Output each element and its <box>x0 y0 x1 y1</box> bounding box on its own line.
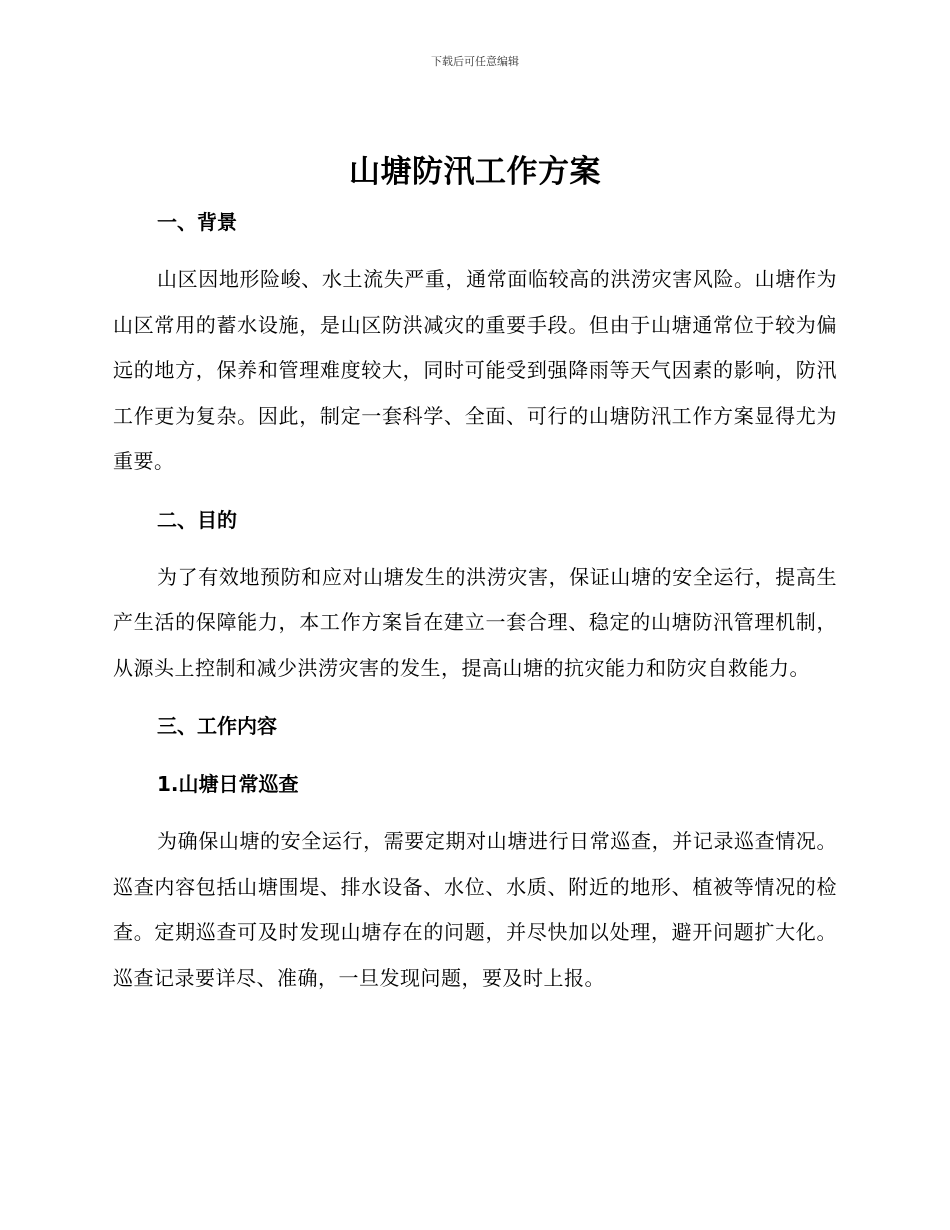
paragraph-background: 山区因地形险峻、水土流失严重，通常面临较高的洪涝灾害风险。山塘作为山区常用的蓄水设施，是山区防洪减灾的重要手段。但由于山塘通常位于较为偏远的地方，保养和管理难度较大，同时可能受到强降雨等天气因素的影响，防汛工作更为复杂。因此，制定一套科学、全面、可行的山塘防汛工作方案显得尤为重要。 <box>113 267 837 473</box>
page-header-note: 下载后可任意编辑 <box>431 55 519 68</box>
document-title: 山塘防汛工作方案 <box>349 154 601 190</box>
section-work-content <box>113 703 837 1001</box>
section-heading-purpose: 二、目的 <box>157 507 237 532</box>
section-heading-background: 一、背景 <box>157 210 237 234</box>
paragraph-daily-inspection: 为确保山塘的安全运行，需要定期对山塘进行日常巡查，并记录巡查情况。巡查内容包括山塘围堤、排水设备、水位、水质、附近的地形、植被等情况的检查。定期巡查可及时发现山塘存在的问题，并尽快加以处理，避开问题扩大化。巡查记录要详尽、准确，一旦发现问题，要及时上报。 <box>113 829 837 990</box>
section-purpose <box>113 497 837 692</box>
subsection-heading-daily-inspection: 1.山塘日常巡查 <box>157 772 299 796</box>
section-heading-work-content: 三、工作内容 <box>157 714 277 738</box>
section-background <box>113 199 837 485</box>
paragraph-purpose: 为了有效地预防和应对山塘发生的洪涝灾害，保证山塘的安全运行，提高生产生活的保障能力，本工作方案旨在建立一套合理、稳定的山塘防汛管理机制，从源头上控制和减少洪涝灾害的发生，提高山塘的抗灾能力和防灾自救能力。 <box>113 564 837 680</box>
document-body <box>113 199 837 1001</box>
